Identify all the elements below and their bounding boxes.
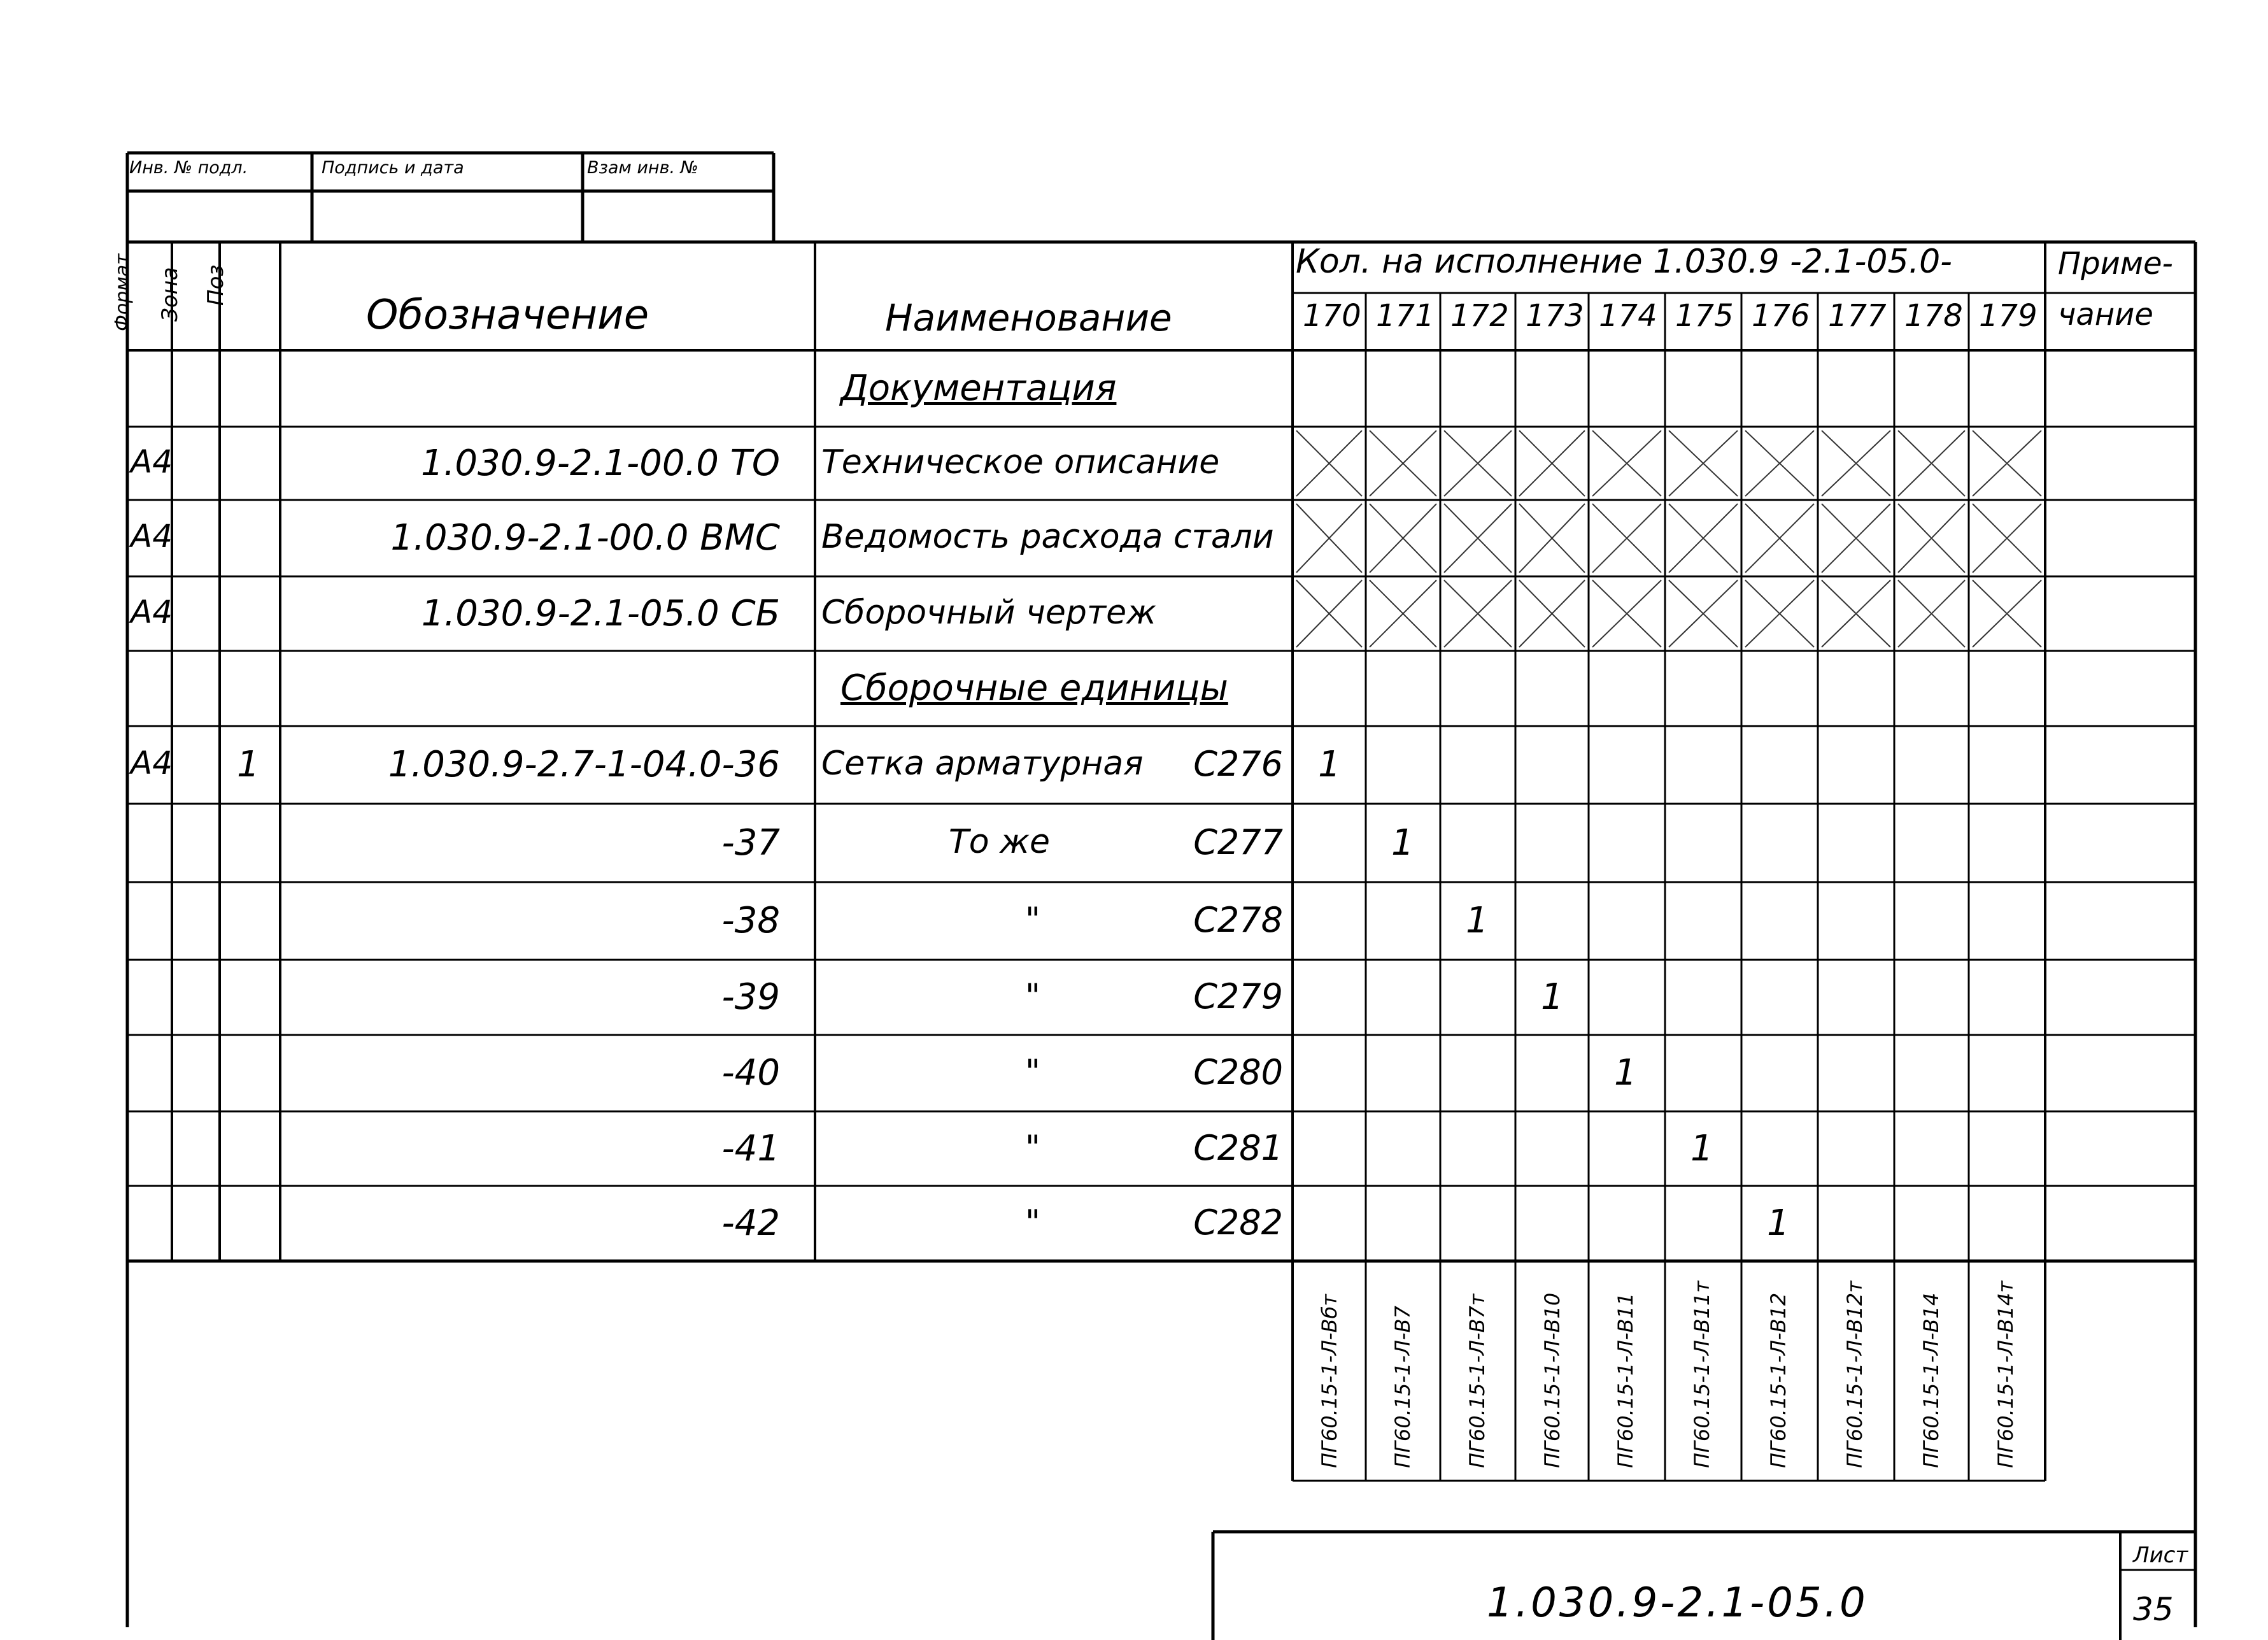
row-qty: 1 xyxy=(1391,822,1414,864)
row-oboznachenie: -40 xyxy=(721,1052,780,1094)
row-code: С280 xyxy=(1193,1052,1283,1092)
product-mark-2: ПГ60.15-1-Л-В7т xyxy=(1465,1294,1489,1468)
sheet-label: Лист xyxy=(2133,1543,2188,1568)
product-mark-9: ПГ60.15-1-Л-В14т xyxy=(1994,1281,2018,1468)
variant-header-6: 176 xyxy=(1752,298,1810,334)
row-format: А4 xyxy=(131,518,173,555)
row-naimenovanie: " xyxy=(1025,1053,1040,1091)
row-qty: 1 xyxy=(1466,900,1489,941)
row-naimenovanie: " xyxy=(1025,1128,1040,1167)
row-qty: 1 xyxy=(1541,976,1564,1018)
product-mark-0: ПГ60.15-1-Л-Вбт xyxy=(1317,1294,1342,1468)
row-naimenovanie: То же xyxy=(949,822,1050,861)
variant-header-8: 178 xyxy=(1904,298,1963,334)
row-qty: 1 xyxy=(1318,744,1341,785)
row-qty: 1 xyxy=(1690,1127,1713,1169)
row-naimenovanie: Сетка арматурная xyxy=(821,745,1144,783)
header-format: Формат xyxy=(111,253,134,331)
variant-header-7: 177 xyxy=(1828,298,1887,334)
product-mark-7: ПГ60.15-1-Л-В12т xyxy=(1843,1281,1867,1468)
row-oboznachenie: 1.030.9-2.7-1-04.0-36 xyxy=(388,744,780,785)
row-naimenovanie: Сборочные единицы xyxy=(840,667,1228,709)
row-naimenovanie: Сборочный чертеж xyxy=(821,593,1156,632)
row-oboznachenie: 1.030.9-2.1-00.0 ТО xyxy=(421,442,780,484)
row-code: С281 xyxy=(1193,1127,1283,1168)
row-naimenovanie: " xyxy=(1025,901,1040,939)
row-code: С277 xyxy=(1193,822,1283,862)
variant-header-1: 171 xyxy=(1376,298,1435,334)
sheet-number: 35 xyxy=(2133,1591,2174,1628)
header-kol-na-ispolnenie: Кол. на исполнение 1.030.9 -2.1-05.0- xyxy=(1296,243,1952,281)
stamp-vzam-inv: Взам инв. № xyxy=(587,158,698,178)
row-code: С282 xyxy=(1193,1202,1283,1243)
row-poz: 1 xyxy=(237,744,260,785)
row-naimenovanie: " xyxy=(1025,1203,1040,1241)
product-mark-4: ПГ60.15-1-Л-В11 xyxy=(1613,1292,1638,1468)
row-naimenovanie: Техническое описание xyxy=(821,443,1220,481)
row-oboznachenie: -41 xyxy=(721,1127,780,1169)
row-oboznachenie: 1.030.9-2.1-05.0 СБ xyxy=(421,592,780,634)
row-code: С279 xyxy=(1193,976,1283,1016)
row-format: А4 xyxy=(131,443,173,480)
stamp-inv-podl: Инв. № подл. xyxy=(129,158,248,178)
row-oboznachenie: -37 xyxy=(721,822,780,864)
row-oboznachenie: -42 xyxy=(721,1202,780,1244)
header-zona: Зона xyxy=(157,267,183,322)
title-designation: 1.030.9-2.1-05.0 xyxy=(1487,1579,1868,1627)
row-oboznachenie: -38 xyxy=(721,900,780,941)
row-code: С278 xyxy=(1193,900,1283,940)
row-qty: 1 xyxy=(1767,1202,1790,1244)
row-naimenovanie: " xyxy=(1025,977,1040,1015)
row-oboznachenie: 1.030.9-2.1-00.0 ВМС xyxy=(390,517,780,559)
row-qty: 1 xyxy=(1614,1052,1637,1094)
variant-header-3: 173 xyxy=(1526,298,1584,334)
variant-header-2: 172 xyxy=(1450,298,1509,334)
product-mark-5: ПГ60.15-1-Л-В11т xyxy=(1690,1281,1714,1468)
row-naimenovanie: Ведомость расхода стали xyxy=(821,518,1274,556)
row-oboznachenie: -39 xyxy=(721,976,780,1018)
variant-header-4: 174 xyxy=(1599,298,1657,334)
product-mark-1: ПГ60.15-1-Л-В7 xyxy=(1391,1306,1415,1468)
product-mark-8: ПГ60.15-1-Л-В14 xyxy=(1919,1292,1943,1468)
row-naimenovanie: Документация xyxy=(840,367,1117,409)
header-primechanie-2: чание xyxy=(2058,297,2153,332)
header-poz: Поз xyxy=(203,264,229,306)
row-format: А4 xyxy=(131,593,173,631)
variant-header-5: 175 xyxy=(1675,298,1734,334)
product-mark-6: ПГ60.15-1-Л-В12 xyxy=(1766,1292,1790,1468)
stamp-podpis-data: Подпись и дата xyxy=(322,158,464,178)
header-naimenovanie: Наименование xyxy=(885,296,1172,339)
product-mark-3: ПГ60.15-1-Л-В10 xyxy=(1540,1292,1564,1468)
row-format: А4 xyxy=(131,745,173,781)
row-code: С276 xyxy=(1193,744,1283,784)
header-primechanie-1: Приме- xyxy=(2058,246,2173,282)
variant-header-9: 179 xyxy=(1979,298,2038,334)
variant-header-0: 170 xyxy=(1303,298,1361,334)
header-oboznachenie: Обозначение xyxy=(366,292,649,339)
